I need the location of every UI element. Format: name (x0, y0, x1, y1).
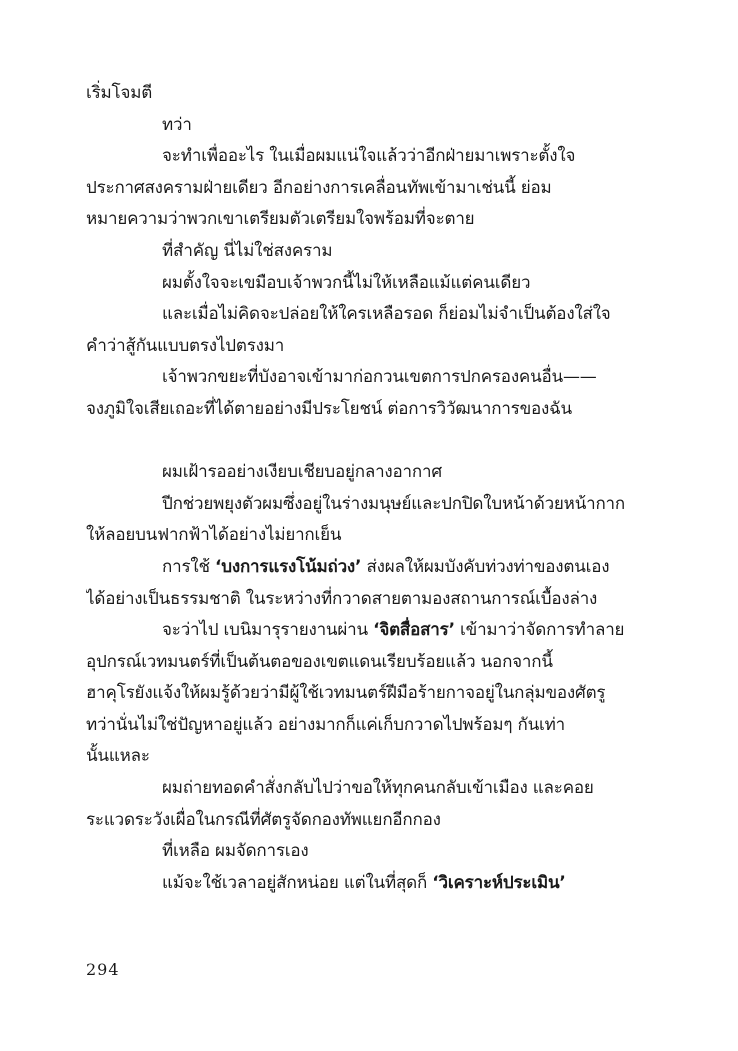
text-line: หมายความว่าพวกเขาเตรียมตัวเตรียมใจพร้อมที่จะตาย (86, 209, 475, 230)
text-line: ปีกช่วยพยุงตัวผมซึ่งอยู่ในร่างมนุษย์และปกปิดใบหน้าด้วยหน้ากาก (162, 493, 625, 514)
text-line: ผมถ่ายทอดคำสั่งกลับไปว่าขอให้ทุกคนกลับเข้าเมือง และคอย (162, 778, 594, 799)
text-line: คำว่าสู้กันแบบตรงไปตรงมา (86, 335, 285, 356)
text-line: ที่เหลือ ผมจัดการเอง (162, 841, 309, 862)
text-segment: ส่งผลให้ผมบังคับท่วงท่าของตนเอง (361, 556, 610, 577)
text-line (86, 868, 651, 900)
text-line: ที่สำคัญ นี่ไม่ใช่สงคราม (162, 240, 333, 261)
text-line: ผมตั้งใจจะเขมือบเจ้าพวกนี้ไม่ให้เหลือแม้แต่คนเดียว (162, 272, 531, 293)
section-break (86, 426, 651, 458)
page-number: 294 (86, 960, 120, 979)
skill-name-bold: ‘วิเคราะห์ประเมิน’ (432, 872, 566, 893)
text-segment: แม้จะใช้เวลาอยู่สักหน่อย แต่ในที่สุดก็ (162, 872, 433, 893)
text-line: ระแวดระวังเผื่อในกรณีที่ศัตรูจัดกองทัพแยกอีกกอง (86, 809, 441, 830)
text-line: ทว่านั่นไม่ใช่ปัญหาอยู่แล้ว อย่างมากก็แค่เก็บกวาดไปพร้อมๆ กันเท่า (86, 714, 565, 735)
text-line: ให้ลอยบนฟากฟ้าได้อย่างไม่ยากเย็น (86, 525, 342, 546)
text-line: เริ่มโจมตี (86, 83, 153, 103)
text-line: ทว่า (162, 114, 192, 135)
text-line (86, 552, 651, 584)
text-line (86, 615, 651, 647)
text-line: ผมเฝ้ารออย่างเงียบเชียบอยู่กลางอากาศ (162, 462, 442, 483)
text-segment: เข้ามาว่าจัดการทำลาย (454, 620, 625, 641)
text-segment: การใช้ (162, 556, 216, 577)
text-line: เจ้าพวกขยะที่บังอาจเข้ามาก่อกวนเขตการปกครองคนอื่น—— (162, 367, 597, 388)
text-line: ฮาคุโรยังแจ้งให้ผมรู้ด้วยว่ามีผู้ใช้เวทมนตร์ฝีมือร้ายกาจอยู่ในกลุ่มของศัตรู (86, 683, 606, 704)
text-line: ได้อย่างเป็นธรรมชาติ ในระหว่างที่กวาดสายตามองสถานการณ์เบื้องล่าง (86, 588, 598, 609)
text-line: นั้นแหละ (86, 746, 150, 767)
text-segment: จะว่าไป เบนิมารุรายงานผ่าน (162, 620, 374, 641)
text-line: และเมื่อไม่คิดจะปล่อยให้ใครเหลือรอด ก็ย่อมไม่จำเป็นต้องใส่ใจ (162, 304, 611, 325)
body-text (86, 78, 651, 899)
text-line: จงภูมิใจเสียเถอะที่ได้ตายอย่างมีประโยชน์ ต่อการวิวัฒนาการของฉัน (86, 398, 572, 419)
skill-name-bold: ‘บงการแรงโน้มถ่วง’ (215, 556, 362, 577)
text-line: ประกาศสงครามฝ่ายเดียว อีกอย่างการเคลื่อนทัพเข้ามาเช่นนี้ ย่อม (86, 177, 552, 198)
text-line: จะทำเพื่ออะไร ในเมื่อผมแน่ใจแล้วว่าอีกฝ่ายมาเพราะตั้งใจ (162, 146, 576, 167)
skill-name-bold: ‘จิตสื่อสาร’ (373, 620, 455, 641)
text-line: อุปกรณ์เวทมนตร์ที่เป็นต้นตอของเขตแดนเรียบร้อยแล้ว นอกจากนี้ (86, 651, 553, 672)
